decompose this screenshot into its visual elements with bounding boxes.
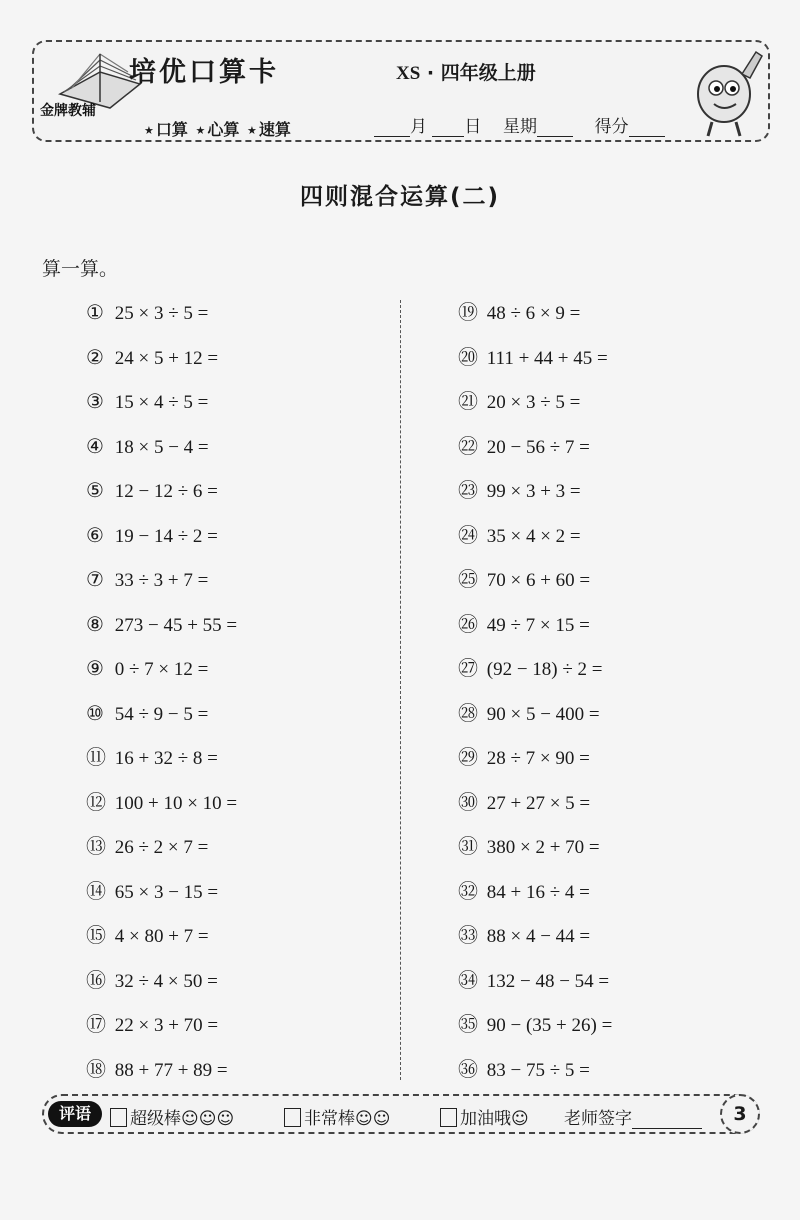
problem-expression: 16 + 32 ÷ 8 = (114, 748, 218, 769)
app-title: 培优口算卡 (129, 57, 279, 88)
brand-name: 金牌教辅 (40, 103, 96, 119)
rating-keep-going-label: 加油哦☺ (460, 1109, 529, 1129)
signature-blank[interactable] (632, 1112, 702, 1129)
problem-number: ㉜ (458, 880, 478, 903)
tag-speed: 速算 (258, 120, 291, 139)
checkbox[interactable] (284, 1108, 301, 1127)
problem-number: ㉒ (458, 435, 478, 458)
rating-super-label: 超级棒☺☺☺ (130, 1109, 235, 1129)
problem-expression: 20 − 56 ÷ 7 = (486, 436, 590, 458)
problem-expression: 18 × 5 − 4 = (114, 436, 209, 458)
rating-great[interactable] (284, 1104, 390, 1129)
day-label: 日 (464, 117, 482, 137)
problem-number: ㉞ (458, 969, 478, 992)
problem-item (458, 1013, 612, 1058)
score-blank[interactable] (629, 120, 665, 137)
grade-prefix: XS (396, 63, 421, 84)
problem-item (86, 924, 237, 969)
problem-expression: 88 + 77 + 89 = (114, 1059, 228, 1081)
problem-number: ㉘ (458, 702, 478, 725)
problem-item (458, 435, 612, 480)
problem-number: ⑦ (86, 569, 104, 591)
problem-item (458, 524, 612, 569)
star-icon: ★ (246, 124, 257, 137)
problem-number: ⑧ (86, 613, 104, 636)
problem-item (458, 880, 612, 925)
problem-expression: 99 × 3 + 3 = (486, 481, 581, 502)
grade-label (396, 58, 536, 85)
problem-expression: 48 ÷ 6 × 9 = (486, 303, 581, 324)
problem-item (458, 301, 612, 346)
column-divider (400, 300, 401, 1080)
problem-item (86, 746, 237, 791)
problem-expression: 84 + 16 ÷ 4 = (486, 881, 590, 903)
checkbox[interactable] (110, 1108, 127, 1127)
problem-expression: 15 × 4 ÷ 5 = (114, 392, 209, 413)
practice-tags (142, 117, 291, 140)
problem-expression: 380 × 2 + 70 = (486, 837, 600, 858)
problem-number: ⑪ (86, 747, 106, 769)
problem-expression: 4 × 80 + 7 = (114, 926, 209, 947)
problem-number: ㉝ (458, 925, 478, 947)
problem-expression: 90 × 5 − 400 = (486, 703, 600, 725)
problem-expression: 28 ÷ 7 × 90 = (486, 748, 590, 769)
page-number: 3 (720, 1094, 760, 1134)
star-icon: ★ (195, 124, 206, 137)
evaluation-bar (42, 1094, 760, 1134)
problem-item (86, 613, 237, 658)
problem-item (458, 568, 612, 613)
problem-item (86, 702, 237, 747)
problem-number: ⑬ (86, 836, 106, 858)
problem-number: ⑩ (86, 702, 104, 725)
problem-item (458, 969, 612, 1014)
problem-list-left (86, 301, 237, 1102)
problem-number: ㉓ (458, 480, 478, 502)
problem-item (458, 791, 612, 836)
problem-expression: 22 × 3 + 70 = (114, 1015, 219, 1036)
problem-number: ⑭ (86, 880, 106, 903)
rating-super[interactable] (110, 1104, 234, 1129)
tag-oral: 口算 (155, 120, 188, 139)
problem-number: ⑯ (86, 969, 106, 992)
grade-separator: · (426, 62, 435, 84)
problem-number: ㉚ (458, 791, 478, 814)
problem-item (86, 969, 237, 1014)
problem-item (458, 613, 612, 658)
teacher-signature-label: 老师签字 (564, 1109, 632, 1129)
problem-number: ㉙ (458, 747, 478, 769)
problem-expression: 12 − 12 ÷ 6 = (114, 481, 218, 502)
problem-number: ㊱ (458, 1058, 478, 1081)
problem-item (86, 346, 237, 391)
problem-number: ⑤ (86, 480, 104, 502)
page-title: 四则混合运算(二) (299, 184, 501, 210)
problem-item (86, 791, 237, 836)
problem-item (86, 835, 237, 880)
problem-expression: 33 ÷ 3 + 7 = (114, 570, 209, 591)
day-blank[interactable] (432, 120, 464, 137)
problem-number: ㉕ (458, 569, 478, 591)
problem-expression: (92 − 18) ÷ 2 = (486, 659, 603, 680)
problem-number: ㉛ (458, 836, 478, 858)
problem-item (86, 568, 237, 613)
problem-item (458, 657, 612, 702)
problem-expression: 35 × 4 × 2 = (486, 525, 581, 547)
problem-expression: 83 − 75 ÷ 5 = (486, 1059, 590, 1081)
problem-expression: 88 × 4 − 44 = (486, 926, 591, 947)
problem-expression: 26 ÷ 2 × 7 = (114, 837, 209, 858)
problem-expression: 111 + 44 + 45 = (486, 347, 608, 369)
month-blank[interactable] (374, 120, 410, 137)
tag-mental: 心算 (207, 120, 240, 139)
weekday-label: 星期 (503, 117, 538, 137)
problem-number: ⑲ (458, 302, 478, 324)
checkbox[interactable] (440, 1108, 457, 1127)
problem-item (86, 435, 237, 480)
problem-expression: 132 − 48 − 54 = (486, 970, 610, 992)
problem-expression: 54 ÷ 9 − 5 = (114, 703, 209, 725)
problem-number: ⑱ (86, 1058, 106, 1081)
teacher-signature (564, 1104, 702, 1129)
problem-number: ③ (86, 391, 104, 413)
comment-badge: 评语 (48, 1101, 102, 1127)
problem-item (86, 301, 237, 346)
problem-number: ㉔ (458, 524, 478, 547)
problem-item (458, 835, 612, 880)
problem-number: ① (86, 302, 104, 324)
problem-number: ⑥ (86, 524, 104, 547)
problem-number: ② (86, 346, 104, 369)
problem-expression: 24 × 5 + 12 = (114, 347, 219, 369)
problem-number: ⑨ (86, 658, 104, 680)
problem-number: ㉖ (458, 613, 478, 636)
problem-expression: 20 × 3 ÷ 5 = (486, 392, 581, 413)
instruction: 算一算。 (42, 258, 119, 280)
problem-item (458, 390, 612, 435)
problem-expression: 65 × 3 − 15 = (114, 881, 219, 903)
problem-number: ⑰ (86, 1014, 106, 1036)
rating-great-label: 非常棒☺☺ (304, 1109, 391, 1129)
problem-number: ⑫ (86, 791, 106, 814)
score-label: 得分 (594, 117, 629, 137)
mascot-icon (682, 44, 772, 140)
problem-list-right (458, 301, 612, 1102)
problem-expression: 49 ÷ 7 × 15 = (486, 614, 590, 636)
star-icon: ★ (144, 124, 154, 137)
problem-item (86, 657, 237, 702)
rating-keep-going[interactable] (440, 1104, 529, 1129)
problem-expression: 273 − 45 + 55 = (114, 614, 238, 636)
problem-item (86, 880, 237, 925)
grade-text: 四年级上册 (440, 62, 536, 84)
problem-expression: 19 − 14 ÷ 2 = (114, 525, 218, 547)
month-label: 月 (410, 117, 427, 137)
problem-item (458, 346, 612, 391)
problem-expression: 0 ÷ 7 × 12 = (114, 659, 209, 680)
problem-item (86, 524, 237, 569)
problem-number: ⑳ (458, 346, 478, 369)
problem-item (86, 390, 237, 435)
problem-expression: 90 − (35 + 26) = (486, 1015, 613, 1036)
problem-item (458, 479, 612, 524)
problem-expression: 27 + 27 × 5 = (486, 792, 591, 814)
problem-expression: 70 × 6 + 60 = (486, 570, 591, 591)
header-card (32, 40, 770, 142)
problem-number: ⑮ (86, 925, 106, 947)
problem-expression: 32 ÷ 4 × 50 = (114, 970, 218, 992)
weekday-blank[interactable] (537, 120, 573, 137)
problem-item (458, 702, 612, 747)
problem-number: ④ (86, 435, 104, 458)
problem-number: ㉗ (458, 658, 478, 680)
problem-item (458, 746, 612, 791)
problem-number: ㉑ (458, 391, 478, 413)
problem-item (458, 924, 612, 969)
problem-item (86, 479, 237, 524)
problem-item (86, 1013, 237, 1058)
problem-expression: 100 + 10 × 10 = (114, 792, 238, 814)
problem-number: ㉟ (458, 1014, 478, 1036)
problem-expression: 25 × 3 ÷ 5 = (114, 303, 209, 324)
date-score-line (374, 112, 665, 137)
